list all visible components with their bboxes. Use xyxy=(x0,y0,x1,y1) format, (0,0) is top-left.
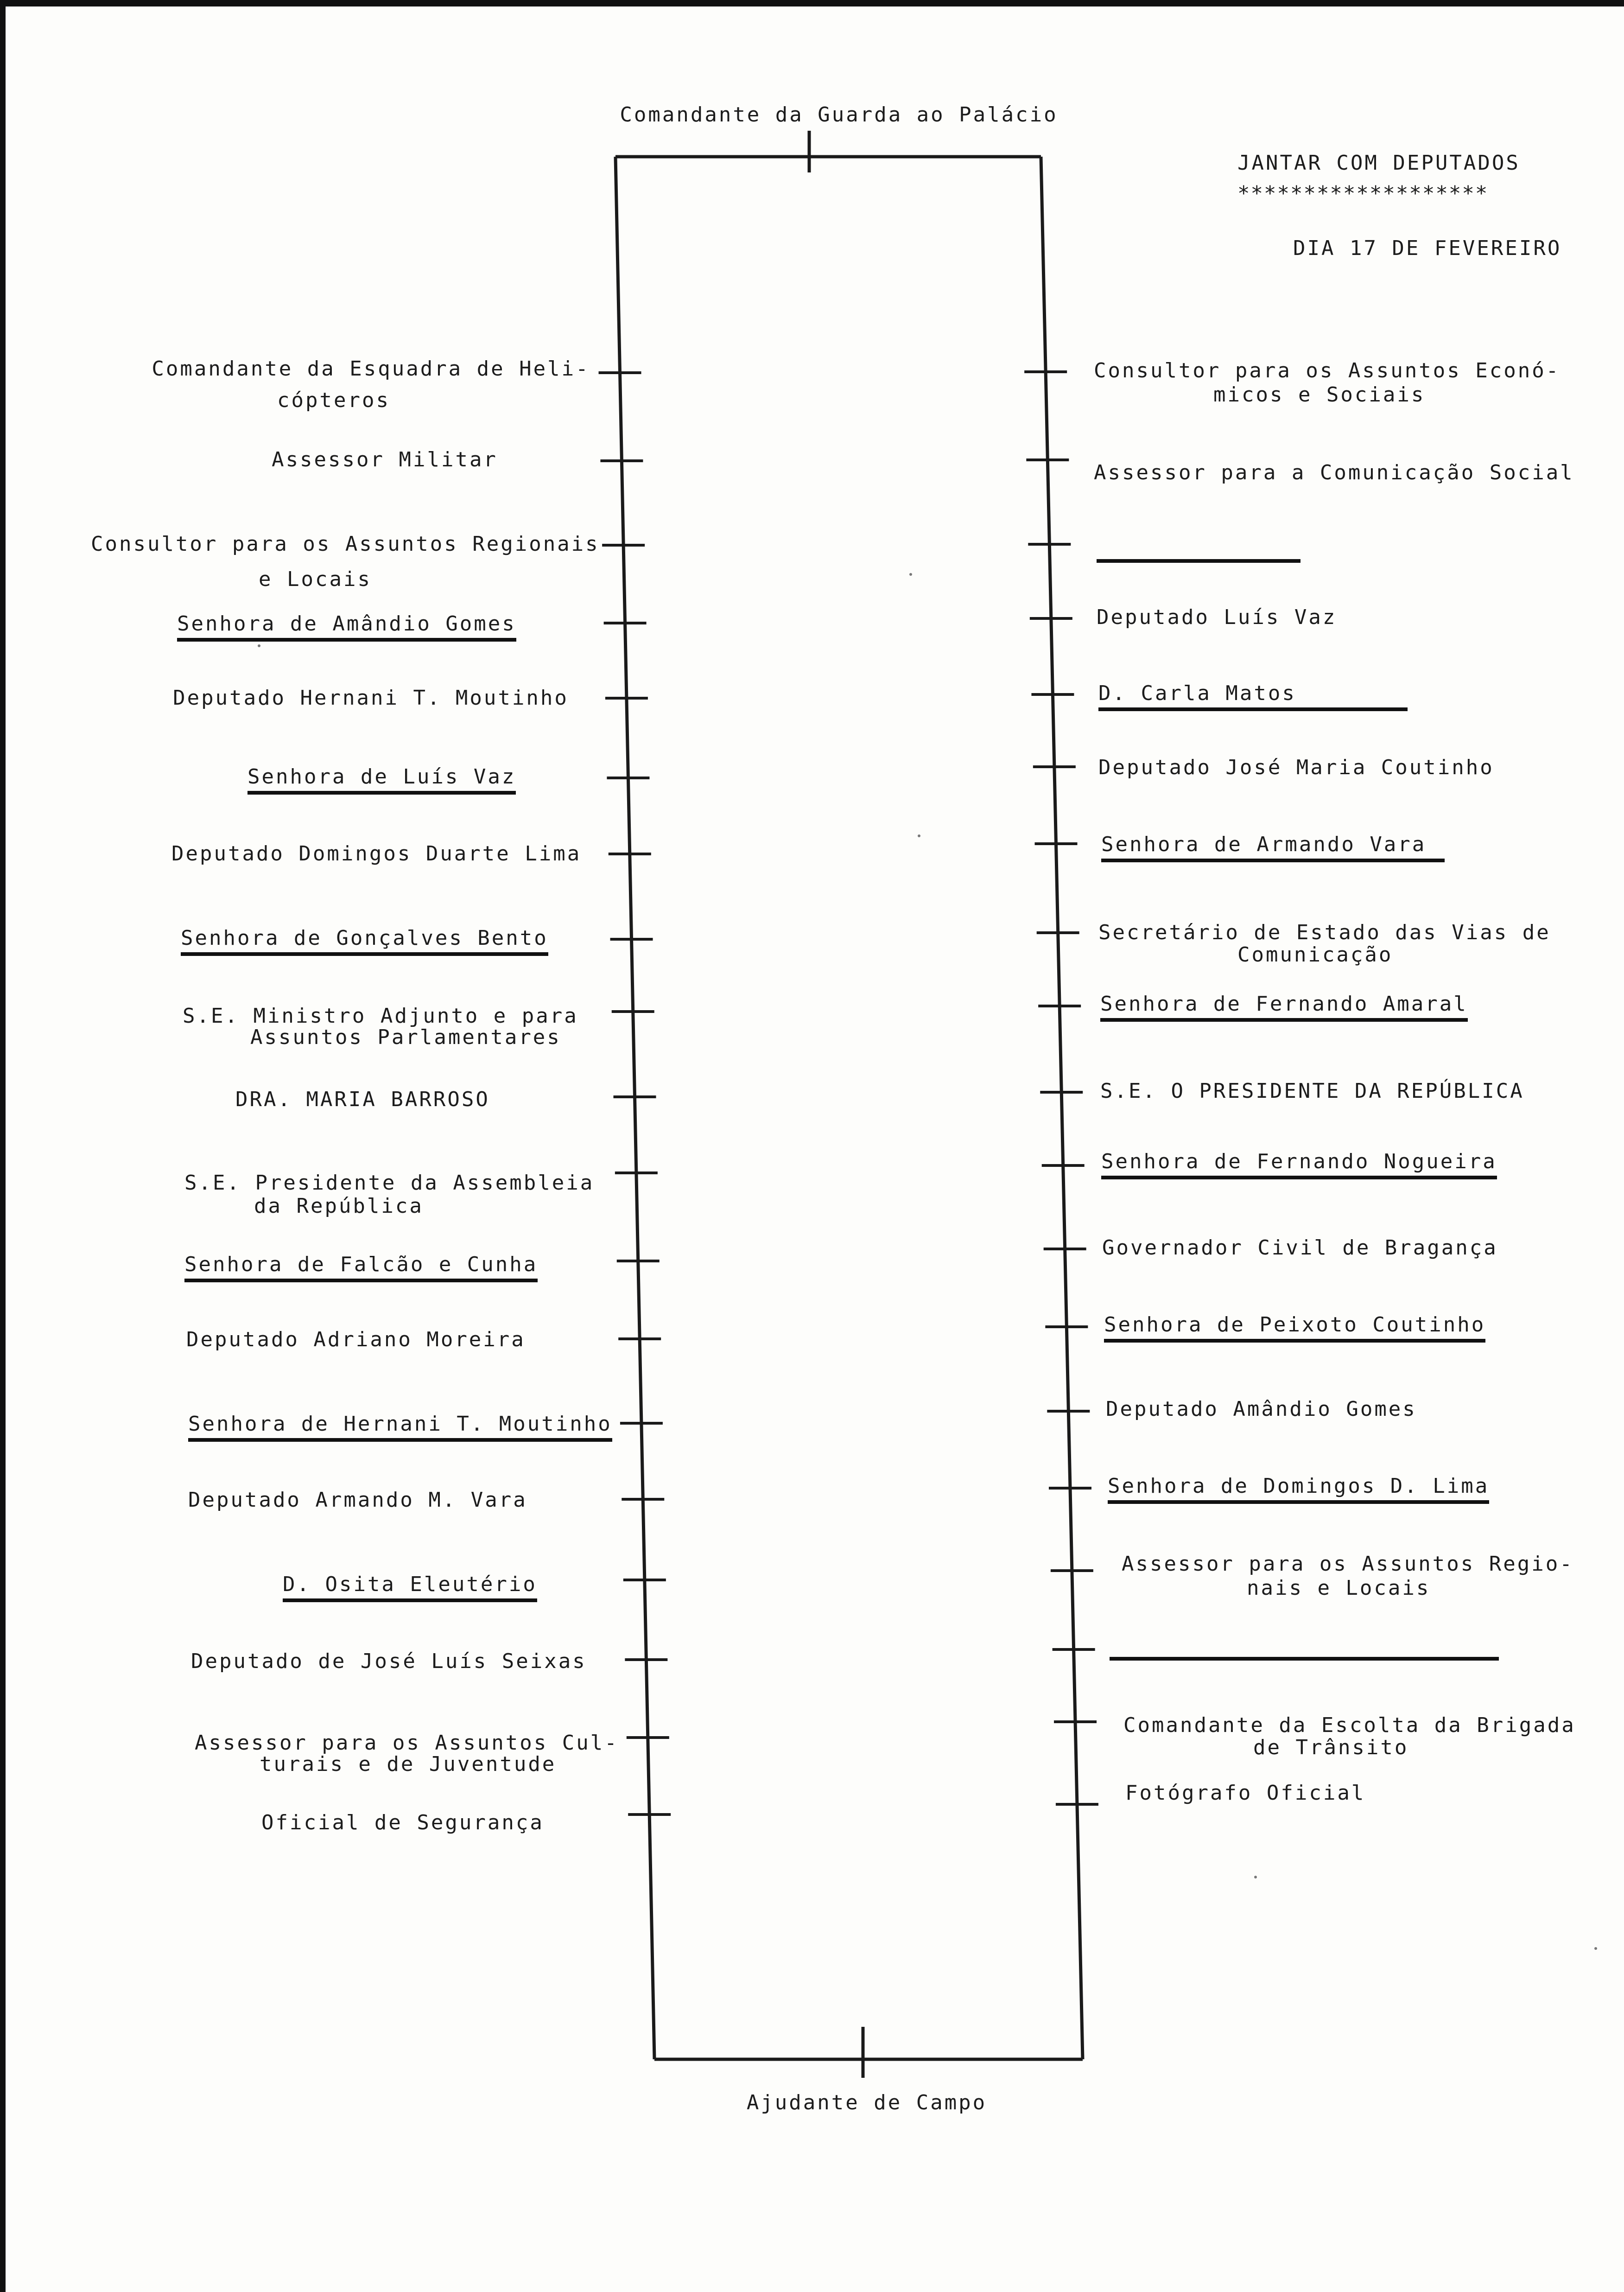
seat-label: Senhora de Domingos D. Lima xyxy=(1108,1474,1489,1504)
seat-label: Oficial de Segurança xyxy=(261,1811,544,1834)
seat-label: micos e Sociais xyxy=(1213,383,1426,407)
seat-label: Deputado Hernani T. Moutinho xyxy=(173,686,569,710)
seat-label: Consultor para os Assuntos Regionais xyxy=(91,532,600,556)
seat-label: Deputado Amândio Gomes xyxy=(1106,1397,1417,1421)
table-left-edge xyxy=(615,157,654,2059)
scan-speck xyxy=(1594,1947,1597,1950)
scan-speck xyxy=(1254,1876,1257,1878)
seat-label: cópteros xyxy=(277,388,390,412)
table-outline xyxy=(615,157,1083,2059)
seat-label: Deputado de José Luís Seixas xyxy=(191,1649,587,1673)
seat-label-redacted xyxy=(1110,1631,1499,1661)
seat-label: S.E. Ministro Adjunto e para xyxy=(183,1004,578,1028)
seat-label: Assuntos Parlamentares xyxy=(250,1025,561,1049)
scan-speck xyxy=(918,834,920,837)
seat-label: Senhora de Armando Vara xyxy=(1101,833,1445,862)
seat-label: Senhora de Falcão e Cunha xyxy=(184,1253,538,1282)
table-right-edge xyxy=(1041,157,1083,2059)
table-head-label: Comandante da Guarda ao Palácio xyxy=(620,103,1058,127)
seat-label: e Locais xyxy=(259,567,372,591)
seat-label: Senhora de Fernando Amaral xyxy=(1100,992,1468,1022)
seat-label: Senhora de Amândio Gomes xyxy=(177,612,516,642)
seat-label: D. Carla Matos xyxy=(1098,681,1408,711)
seat-label: Senhora de Fernando Nogueira xyxy=(1101,1150,1497,1179)
seat-label: turais e de Juventude xyxy=(260,1752,557,1776)
seat-label: Assessor para os Assuntos Cul- xyxy=(195,1731,619,1755)
seat-label: Deputado Armando M. Vara xyxy=(188,1488,527,1512)
seat-label: Fotógrafo Oficial xyxy=(1125,1781,1366,1805)
seat-label: Assessor para a Comunicação Social xyxy=(1094,461,1574,484)
seat-label: Senhora de Gonçalves Bento xyxy=(181,926,548,956)
seat-label: Deputado Domingos Duarte Lima xyxy=(171,842,582,866)
seat-label: S.E. Presidente da Assembleia xyxy=(184,1171,595,1195)
seat-label: Deputado Luís Vaz xyxy=(1097,605,1337,629)
seat-label: Comandante da Escolta da Brigada xyxy=(1123,1713,1576,1737)
seat-label: Comandante da Esquadra de Heli- xyxy=(152,357,590,381)
title-stars: ******************* xyxy=(1237,182,1489,205)
seat-label: Senhora de Luís Vaz xyxy=(247,765,516,795)
seat-label: S.E. O PRESIDENTE DA REPÚBLICA xyxy=(1100,1079,1524,1103)
seat-label: DRA. MARIA BARROSO xyxy=(235,1088,490,1111)
seat-label: Senhora de Peixoto Coutinho xyxy=(1104,1313,1485,1343)
seat-label: Deputado Adriano Moreira xyxy=(186,1328,526,1351)
scan-speck xyxy=(909,573,912,576)
seat-label-redacted xyxy=(1097,533,1300,563)
seat-label: Governador Civil de Bragança xyxy=(1102,1236,1498,1260)
seat-label: Comunicação xyxy=(1237,943,1393,967)
document-title: JANTAR COM DEPUTADOS xyxy=(1237,151,1520,175)
document-date: DIA 17 DE FEVEREIRO xyxy=(1293,236,1562,260)
seat-label: Assessor Militar xyxy=(272,448,498,471)
seat-label: Consultor para os Assuntos Econó- xyxy=(1094,359,1561,382)
seat-label: da República xyxy=(254,1194,424,1218)
seat-label: D. Osita Eleutério xyxy=(283,1573,537,1602)
seat-label: Deputado José Maria Coutinho xyxy=(1098,756,1494,779)
seat-label: nais e Locais xyxy=(1247,1576,1431,1600)
seat-label: Assessor para os Assuntos Regio- xyxy=(1122,1552,1574,1576)
seat-label: Secretário de Estado das Vias de xyxy=(1098,921,1551,944)
scan-speck xyxy=(258,644,260,647)
table-foot-label: Ajudante de Campo xyxy=(746,2091,987,2114)
seat-label: Senhora de Hernani T. Moutinho xyxy=(188,1412,612,1442)
seat-label: de Trânsito xyxy=(1253,1736,1409,1759)
